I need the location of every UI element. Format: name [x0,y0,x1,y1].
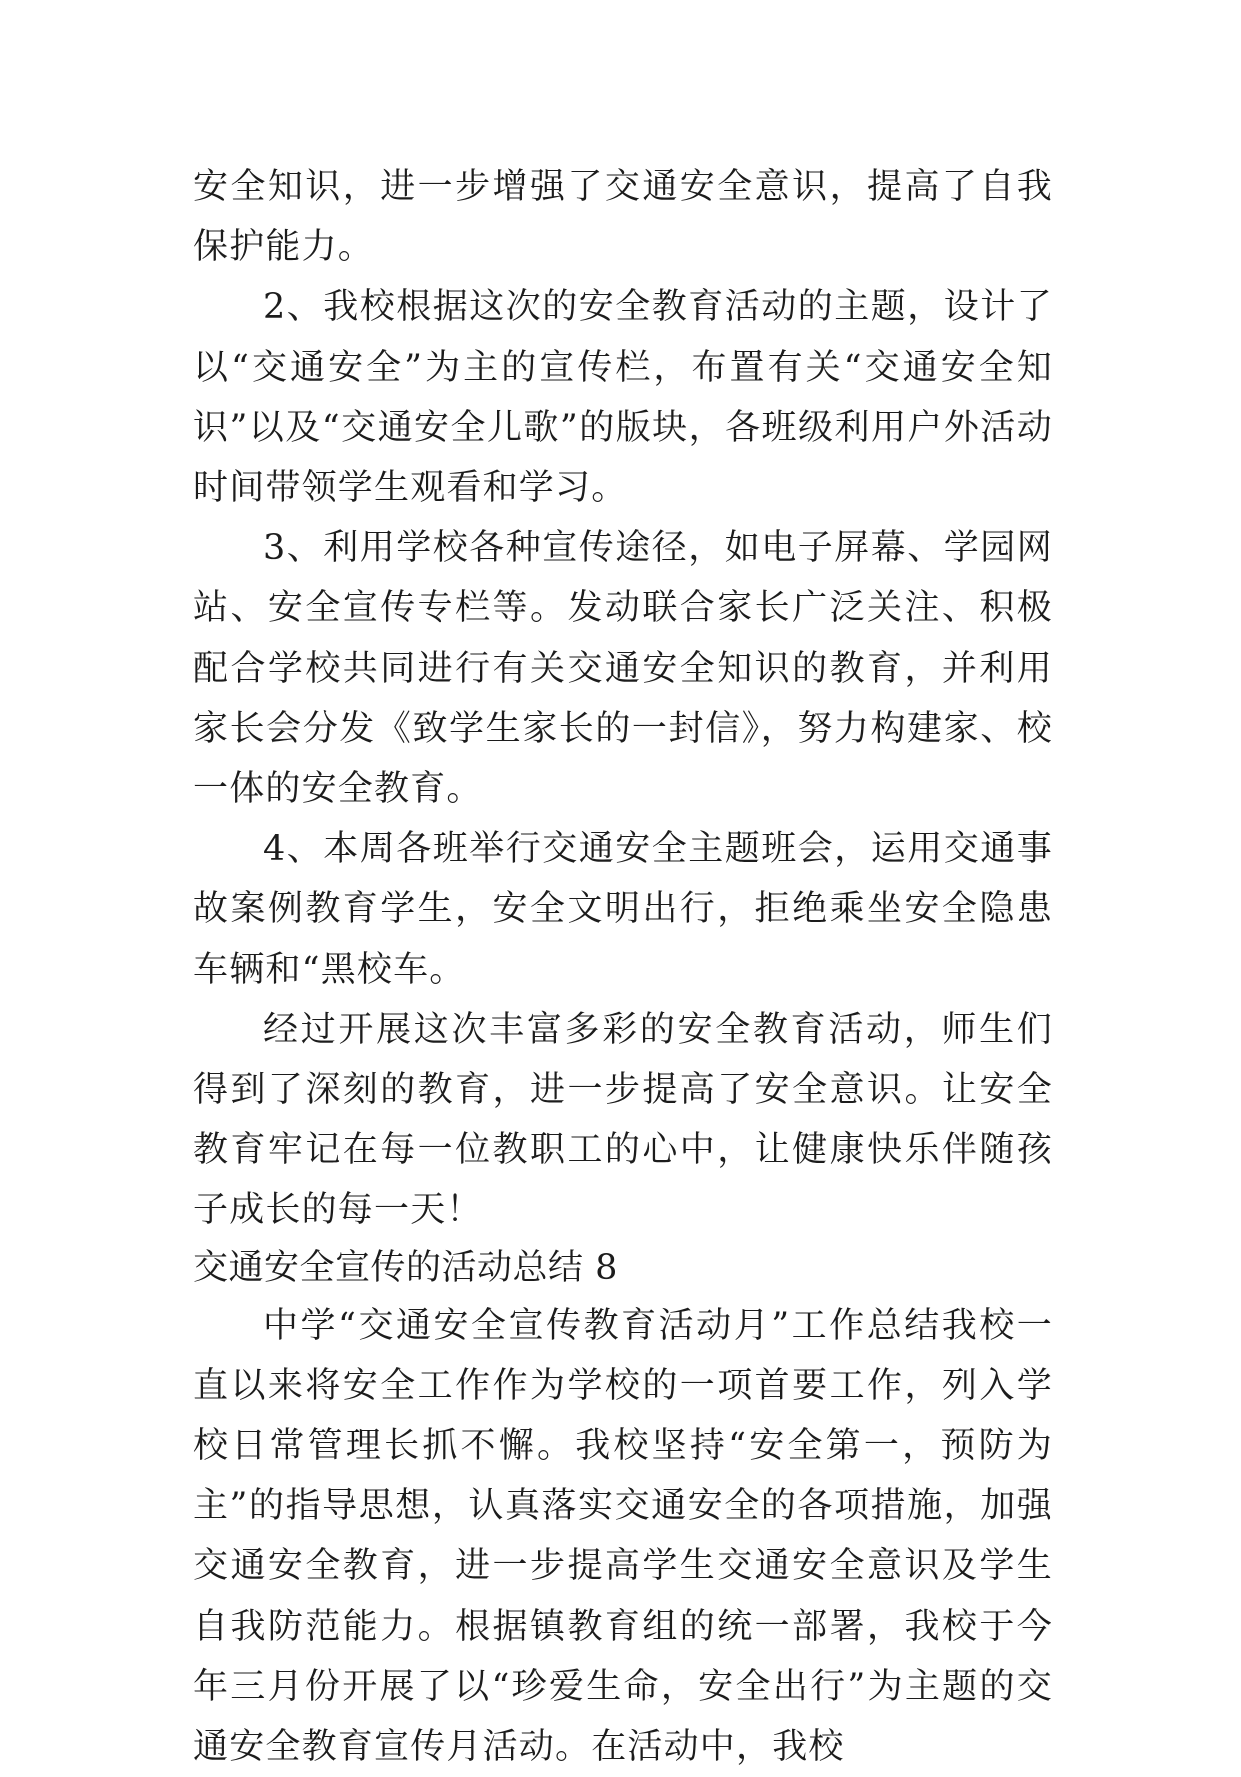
section-paragraph: 中学“交通安全宣传教育活动月”工作总结我校一直以来将安全工作作为学校的一项首要工作，列入学校日常管理长抓不懈。我校坚持“安全第一，预防为主”的指导思想，认真落实交通安全的各项措施，加强交通安全教育，进一步提高学生交通安全意识及学生自我防范能力。根据镇教育组的统一部署，我校于今年三月份开展了以“珍爱生命，安全出行”为主题的交通安全教育宣传月活动。在活动中，我校 [193,1305,1053,1768]
paragraph-item-3: 3、利用学校各种宣传途径，如电子屏幕、学园网站、安全宣传专栏等。发动联合家长广泛关注、积极配合学校共同进行有关交通安全知识的教育，并利用家长会分发《致学生家长的一封信》，努力构建家、校一体的安全教育。 [193,528,1053,810]
section-heading: 交通安全宣传的活动总结 8 [193,1247,618,1288]
paragraph-item-2: 2、我校根据这次的安全教育活动的主题，设计了以“交通安全”为主的宣传栏，布置有关“交通安全知识”以及“交通安全儿歌”的版块，各班级利用户外活动时间带领学生观看和学习。 [193,287,1053,509]
paragraph-item-4: 4、本周各班举行交通安全主题班会，运用交通事故案例教育学生，安全文明出行，拒绝乘坐安全隐患车辆和“黑校车。 [193,829,1053,990]
paragraph-conclusion: 经过开展这次丰富多彩的安全教育活动，师生们得到了深刻的教育，进一步提高了安全意识。让安全教育牢记在每一位教职工的心中，让健康快乐伴随孩子成长的每一天！ [193,1009,1053,1231]
paragraph-continuation: 安全知识，进一步增强了交通安全意识，提高了自我保护能力。 [193,167,1053,268]
document-body [193,157,1053,1777]
